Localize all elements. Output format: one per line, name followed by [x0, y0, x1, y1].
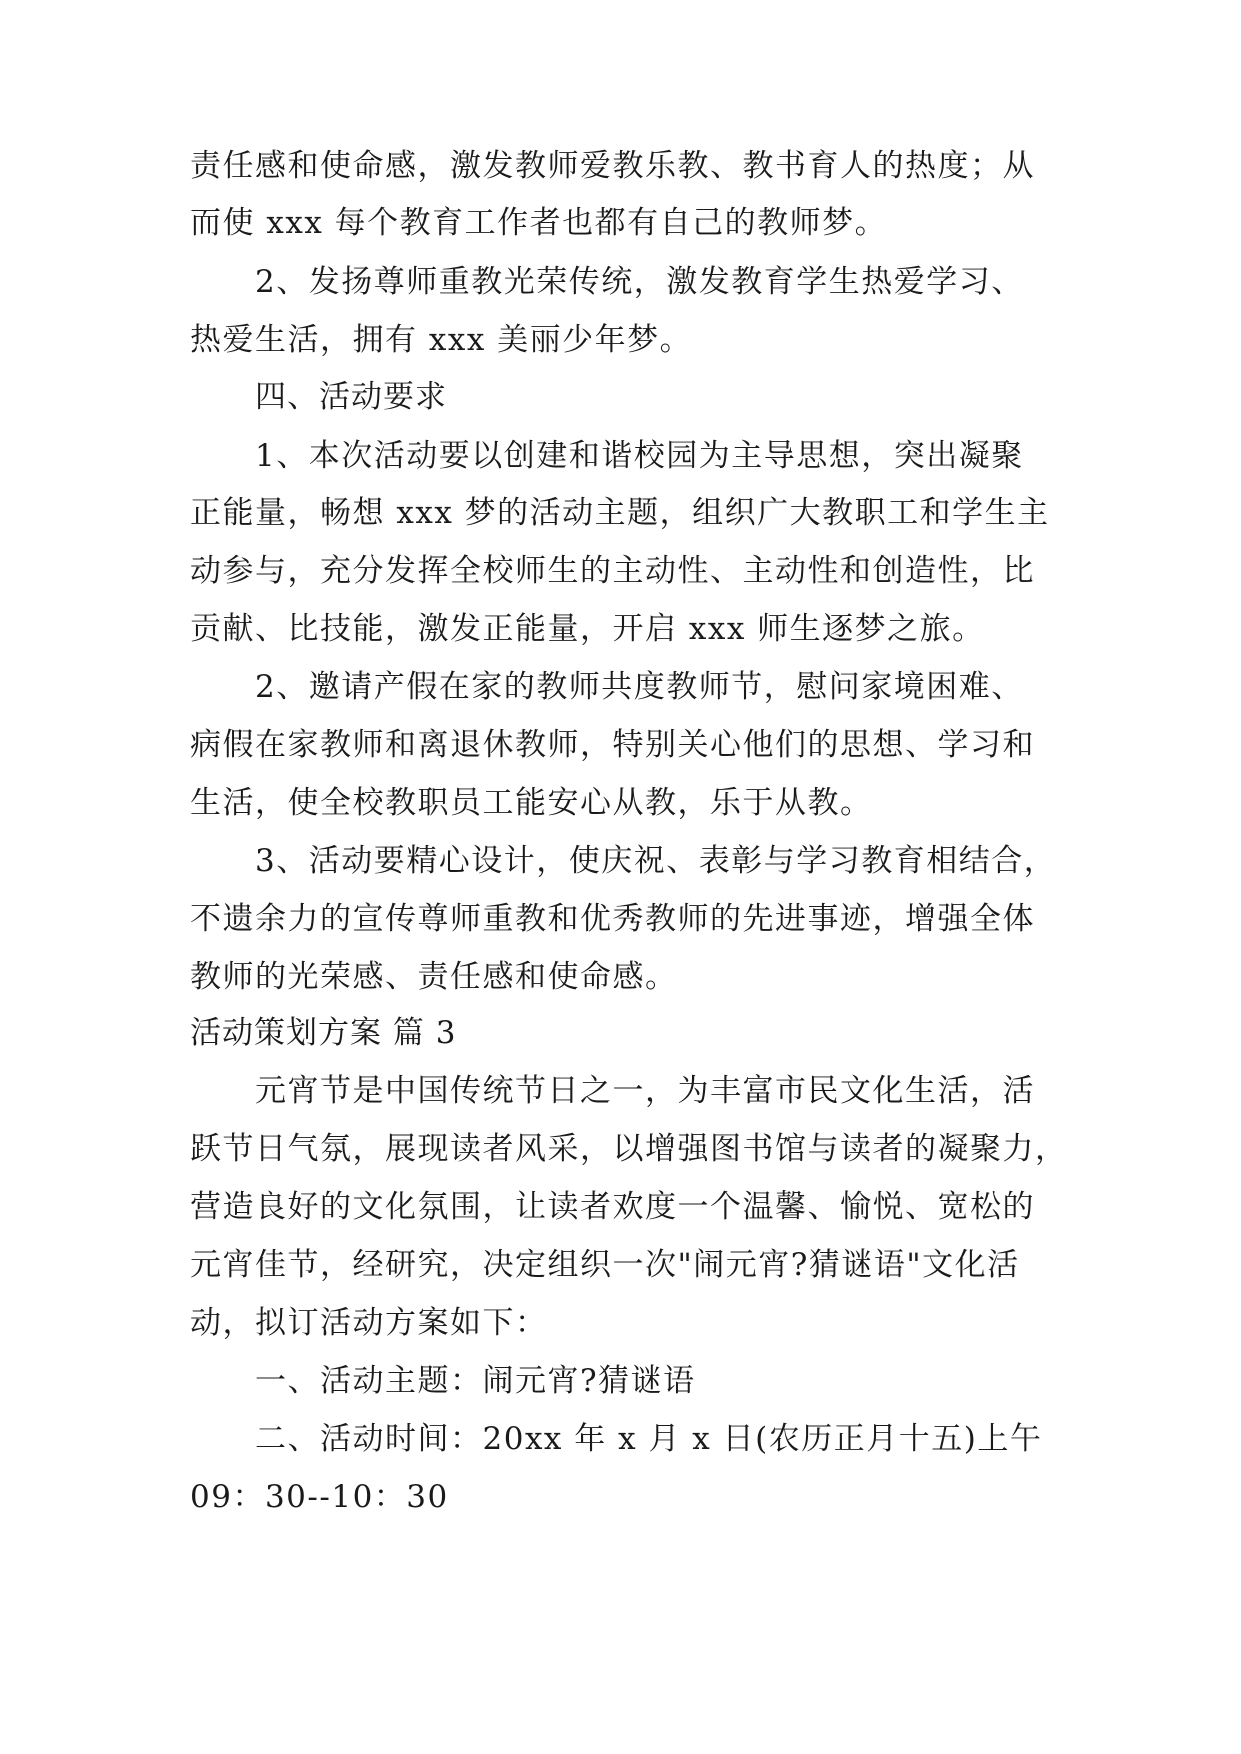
paragraph-line: 元宵佳节，经研究，决定组织一次"闹元宵?猜谜语"文化活 — [190, 1247, 1020, 1283]
paragraph-line: 热爱生活，拥有 xxx 美丽少年梦。 — [190, 322, 693, 358]
section-title: 活动策划方案 篇 3 — [190, 1015, 457, 1051]
paragraph-line: 正能量，畅想 xxx 梦的活动主题，组织广大教职工和学生主 — [190, 495, 1050, 531]
paragraph-line: 2、邀请产假在家的教师共度教师节，慰问家境困难、 — [255, 669, 1024, 705]
paragraph-line: 责任感和使命感，激发教师爱教乐教、教书育人的热度；从 — [190, 148, 1035, 184]
paragraph-line: 二、活动时间：20xx 年 x 月 x 日(农历正月十五)上午 — [255, 1421, 1043, 1457]
paragraph-line: 不遗余力的宣传尊师重教和优秀教师的先进事迹，增强全体 — [190, 901, 1035, 937]
paragraph-line: 动参与，充分发挥全校师生的主动性、主动性和创造性，比 — [190, 553, 1035, 589]
paragraph-line: 3、活动要精心设计，使庆祝、表彰与学习教育相结合， — [255, 843, 1057, 879]
paragraph-line: 元宵节是中国传统节日之一，为丰富市民文化生活，活 — [255, 1073, 1035, 1109]
paragraph-line: 而使 xxx 每个教育工作者也都有自己的教师梦。 — [190, 205, 888, 241]
paragraph-line: 教师的光荣感、责任感和使命感。 — [190, 959, 678, 995]
paragraph-line: 贡献、比技能，激发正能量，开启 xxx 师生逐梦之旅。 — [190, 611, 985, 647]
paragraph-line: 2、发扬尊师重教光荣传统，激发教育学生热爱学习、 — [255, 264, 1024, 300]
section-heading: 四、活动要求 — [255, 379, 447, 415]
paragraph-line: 生活，使全校教职员工能安心从教，乐于从教。 — [190, 785, 873, 821]
paragraph-line: 跃节日气氛，展现读者风采，以增强图书馆与读者的凝聚力， — [190, 1131, 1068, 1167]
paragraph-line: 动，拟订活动方案如下： — [190, 1305, 548, 1341]
paragraph-line: 病假在家教师和离退休教师，特别关心他们的思想、学习和 — [190, 727, 1035, 763]
paragraph-line: 营造良好的文化氛围，让读者欢度一个温馨、愉悦、宽松的 — [190, 1189, 1035, 1225]
paragraph-line: 1、本次活动要以创建和谐校园为主导思想，突出凝聚 — [255, 438, 1024, 474]
paragraph-line: 一、活动主题：闹元宵?猜谜语 — [255, 1363, 696, 1399]
paragraph-line: 09：30--10：30 — [190, 1479, 449, 1515]
